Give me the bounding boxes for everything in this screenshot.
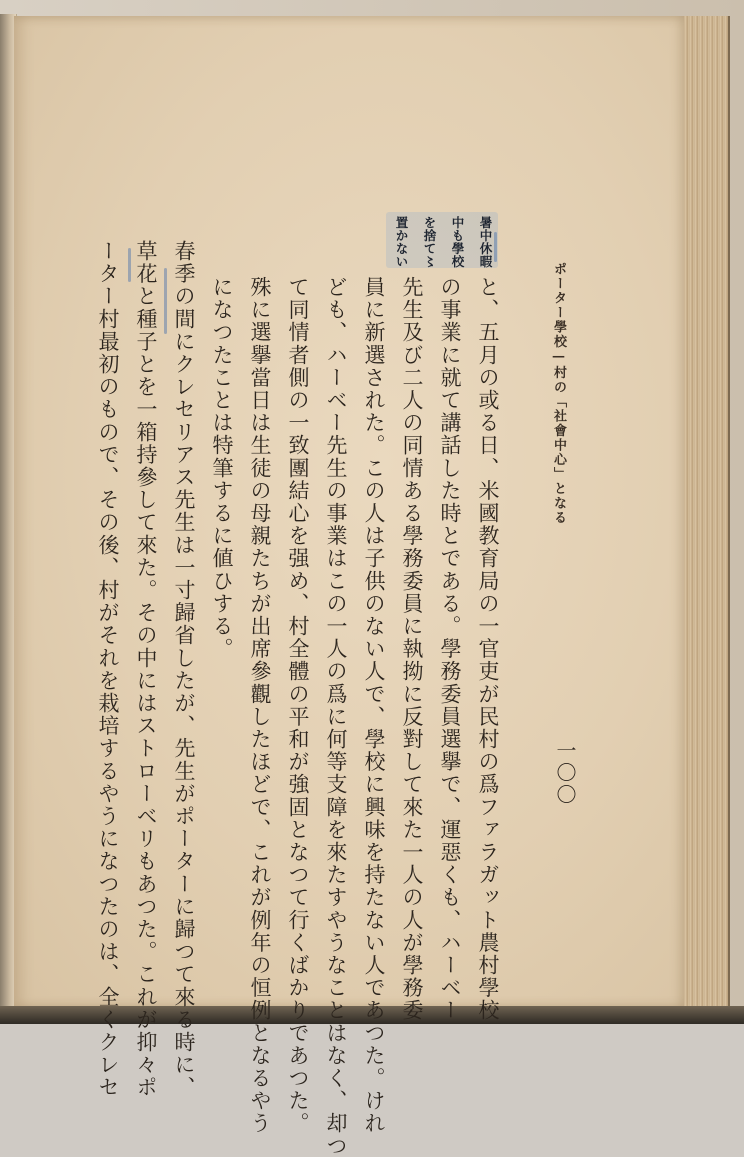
text-column: 員に新選された。この人は子供のない人で、學校に興味を持たない人であつた。けれ	[362, 276, 386, 1135]
text-column: になつたことは特筆するに値ひする。	[210, 276, 234, 661]
margin-note-line: 置かない	[394, 216, 409, 268]
running-head: ポーター學校—村の「社會中心」となる	[551, 262, 566, 525]
margin-note-line: を捨て〻	[422, 216, 437, 268]
text-column: 春季の間にクレセリアス先生は一寸歸省したが、先生がポーターに歸つて來る時に、	[172, 240, 196, 1099]
text-column: 殊に選擧當日は生徒の母親たちが出席參觀したほどで、これが例年の恒例となるやう	[248, 276, 272, 1135]
margin-note-line: 中も學校	[450, 216, 465, 268]
pencil-mark	[128, 248, 131, 282]
text-column: の事業に就て講話した時とである。學務委員選擧で、運惡くも、ハーベー	[438, 276, 462, 1022]
text-column: と、五月の或る日、米國教育局の一官吏が民村の爲ファラガット農村學校	[476, 276, 500, 1022]
text-column: 草花と種子とを一箱持參して來た。その中にはストローベリもあつた。これが抑々ポ	[134, 240, 158, 1099]
pencil-mark	[164, 268, 167, 334]
page-stack-edge	[684, 16, 730, 1008]
text-column: 先生及び二人の同情ある學務委員に執拗に反對して來た一人の人が學務委	[400, 276, 424, 1022]
page-number: 一〇〇	[553, 740, 577, 806]
text-column: ーター村最初のもので、その後、村がそれを栽培するやうになつたのは、全くクレセ	[96, 240, 120, 1099]
margin-note-line: 暑中休暇	[478, 216, 493, 268]
text-column: ども、ハーベー先生の事業はこの一人の爲に何等支障を來たすやうなことはなく、却つ	[324, 276, 348, 1157]
margin-note	[386, 212, 498, 268]
pencil-mark	[494, 232, 497, 262]
text-column: て同情者側の一致團結心を强め、村全體の平和が強固となつて行くばかりであつた。	[286, 276, 310, 1135]
